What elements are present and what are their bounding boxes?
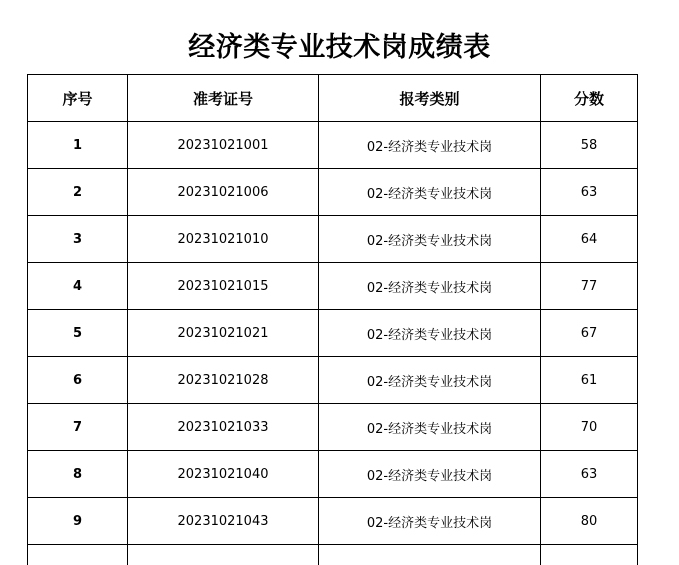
cell-ticket-number: 20231021043 bbox=[128, 498, 319, 545]
cell-score: 70 bbox=[541, 404, 638, 451]
page-title: 经济类专业技术岗成绩表 bbox=[0, 28, 679, 68]
cell-score: 63 bbox=[541, 169, 638, 216]
cell-category: 02-经济类专业技术岗 bbox=[319, 263, 541, 310]
table-row bbox=[28, 122, 638, 169]
cell-seq: 8 bbox=[28, 451, 128, 498]
cell-category: 02-经济类专业技术岗 bbox=[319, 216, 541, 263]
cell-score: 61 bbox=[541, 357, 638, 404]
table-row bbox=[28, 451, 638, 498]
cell-seq: 4 bbox=[28, 263, 128, 310]
score-table bbox=[27, 74, 638, 565]
cell-score: 77 bbox=[541, 263, 638, 310]
header-ticket-number: 准考证号 bbox=[128, 75, 319, 122]
header-category: 报考类别 bbox=[319, 75, 541, 122]
cell-category: 02-经济类专业技术岗 bbox=[319, 451, 541, 498]
table-row bbox=[28, 498, 638, 545]
cell-empty bbox=[128, 545, 319, 565]
cell-empty bbox=[28, 545, 128, 565]
cell-category: 02-经济类专业技术岗 bbox=[319, 357, 541, 404]
cell-seq: 3 bbox=[28, 216, 128, 263]
cell-score: 80 bbox=[541, 498, 638, 545]
cell-ticket-number: 20231021028 bbox=[128, 357, 319, 404]
cell-seq: 2 bbox=[28, 169, 128, 216]
cell-ticket-number: 20231021033 bbox=[128, 404, 319, 451]
cell-ticket-number: 20231021021 bbox=[128, 310, 319, 357]
header-seq: 序号 bbox=[28, 75, 128, 122]
cell-ticket-number: 20231021010 bbox=[128, 216, 319, 263]
cell-category: 02-经济类专业技术岗 bbox=[319, 310, 541, 357]
cell-seq: 6 bbox=[28, 357, 128, 404]
table-row bbox=[28, 404, 638, 451]
cell-score: 63 bbox=[541, 451, 638, 498]
cell-category: 02-经济类专业技术岗 bbox=[319, 169, 541, 216]
cell-score: 67 bbox=[541, 310, 638, 357]
cell-category: 02-经济类专业技术岗 bbox=[319, 404, 541, 451]
table-header-row bbox=[28, 75, 638, 122]
table-row-cut-off bbox=[28, 545, 638, 565]
table-row bbox=[28, 263, 638, 310]
cell-empty bbox=[319, 545, 541, 565]
cell-seq: 5 bbox=[28, 310, 128, 357]
header-score: 分数 bbox=[541, 75, 638, 122]
table-row bbox=[28, 216, 638, 263]
cell-score: 58 bbox=[541, 122, 638, 169]
cell-ticket-number: 20231021040 bbox=[128, 451, 319, 498]
cell-empty bbox=[541, 545, 638, 565]
cell-seq: 1 bbox=[28, 122, 128, 169]
cell-ticket-number: 20231021006 bbox=[128, 169, 319, 216]
cell-seq: 7 bbox=[28, 404, 128, 451]
cell-category: 02-经济类专业技术岗 bbox=[319, 498, 541, 545]
cell-score: 64 bbox=[541, 216, 638, 263]
cell-ticket-number: 20231021001 bbox=[128, 122, 319, 169]
cell-seq: 9 bbox=[28, 498, 128, 545]
table-row bbox=[28, 310, 638, 357]
cell-category: 02-经济类专业技术岗 bbox=[319, 122, 541, 169]
table-row bbox=[28, 169, 638, 216]
cell-ticket-number: 20231021015 bbox=[128, 263, 319, 310]
table-row bbox=[28, 357, 638, 404]
